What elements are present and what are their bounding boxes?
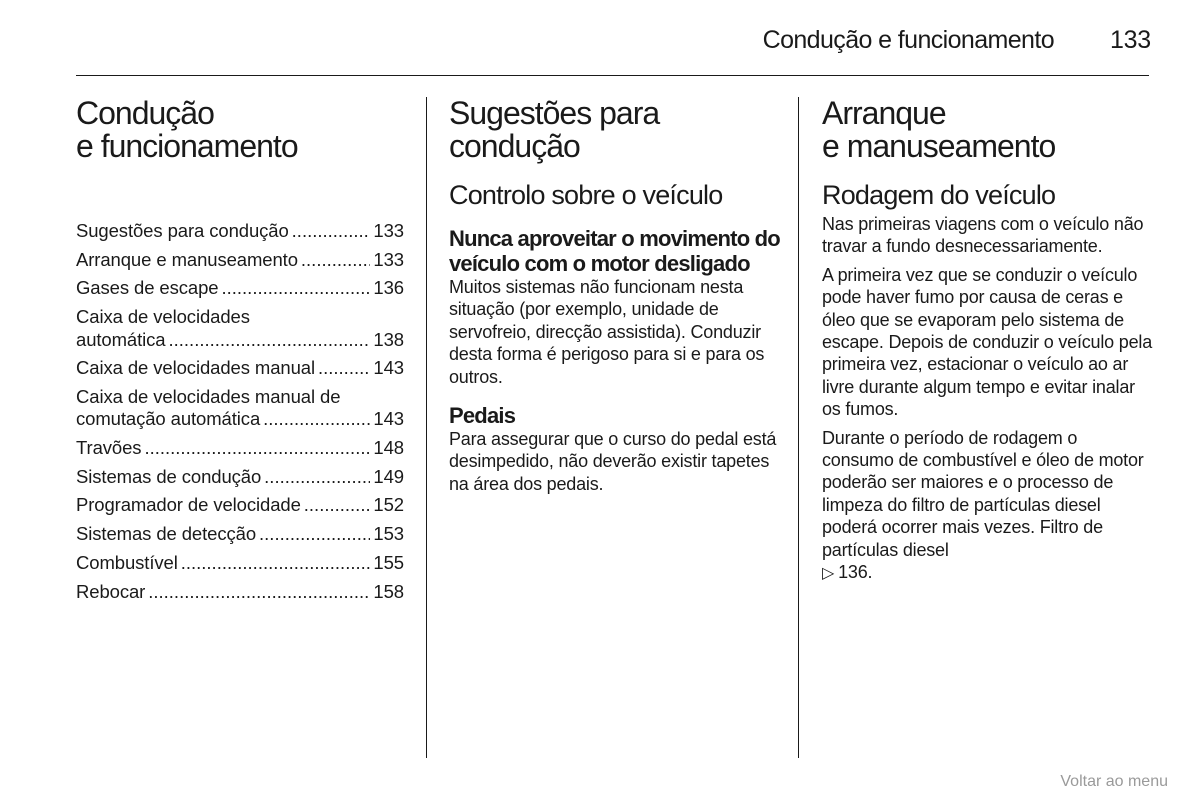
- section-title-line2: e manuseamento: [822, 128, 1056, 164]
- toc-item-label: automática: [76, 328, 166, 350]
- toc-item-page: 148: [373, 437, 404, 459]
- topic-body: Muitos sistemas não funcionam nesta situação (por exemplo, unidade de servofreio, direcção assistida). Conduzir desta forma é perigoso para si e para os outros.: [449, 277, 765, 387]
- toc-item[interactable]: [76, 357, 404, 379]
- column-driving-tips: [449, 97, 781, 495]
- toc-item-page: 143: [373, 357, 404, 379]
- toc-item-label-line1: Caixa de velocidades: [76, 306, 250, 328]
- toc-item-label-line1: Caixa de velocidades manual de: [76, 385, 341, 407]
- toc-item-page: 158: [373, 580, 404, 602]
- chapter-title: [76, 97, 404, 163]
- column-starting-handling: [822, 97, 1152, 586]
- toc-item-page: 149: [373, 465, 404, 487]
- subsection-title: Controlo sobre o veículo: [449, 180, 723, 210]
- paragraph-text: Durante o período de rodagem o consumo de combustível e óleo de motor poderão ser maiores e o processo de limpeza do filtro de partículas diesel poderá ocorrer mais vezes. Filtro de partículas diesel: [822, 427, 1144, 560]
- section-title-line2: condução: [449, 128, 580, 164]
- column-divider: [798, 97, 799, 758]
- toc-item-label: Sistemas de detecção: [76, 523, 257, 545]
- paragraph: Nas primeiras viagens com o veículo não travar a fundo desnecessariamente.: [822, 214, 1144, 257]
- toc-item-page: 133: [373, 220, 404, 241]
- toc-item-page: 133: [373, 248, 404, 270]
- toc-item-label: Arranque e manuseamento: [76, 248, 298, 270]
- toc-item-label: Gases de escape: [76, 277, 219, 299]
- topic-title: Nunca aproveitar o movimento do veículo com o motor desligado: [449, 226, 780, 276]
- toc-item[interactable]: [76, 437, 404, 459]
- toc-item-label: Sistemas de condução: [76, 465, 262, 487]
- page-number: 133: [1110, 26, 1151, 54]
- back-to-menu-link[interactable]: Voltar ao menu: [1060, 773, 1168, 790]
- section-title-line1: Arranque: [822, 95, 946, 131]
- toc-item-page: 155: [373, 551, 404, 573]
- toc-item-label: Travões: [76, 437, 142, 459]
- page-reference[interactable]: 136.: [838, 562, 873, 583]
- toc-item[interactable]: [76, 494, 404, 516]
- toc-item[interactable]: [76, 581, 404, 603]
- header-title: Condução e funcionamento: [762, 26, 1054, 54]
- chapter-title-line2: e funcionamento: [76, 128, 298, 164]
- toc-item[interactable]: [76, 523, 404, 545]
- column-divider: [426, 97, 427, 758]
- topic-title: Pedais: [449, 403, 516, 429]
- section-title-line1: Sugestões para: [449, 95, 660, 131]
- toc-item-page: 153: [373, 523, 404, 545]
- header-rule: [76, 75, 1149, 76]
- topic-body: Para assegurar que o curso do pedal está desimpedido, não deverão existir tapetes na área dos pedais.: [449, 429, 777, 494]
- toc-item-page: 152: [373, 494, 404, 516]
- toc-item-label: Caixa de velocidades manual: [76, 357, 315, 379]
- toc-item-page: 136: [373, 277, 404, 299]
- section-title: [822, 97, 1152, 163]
- table-of-contents: [76, 220, 404, 603]
- toc-item-label: Programador de velocidade: [76, 494, 301, 516]
- toc-item[interactable]: [76, 386, 404, 431]
- toc-item[interactable]: [76, 277, 404, 299]
- toc-item[interactable]: [76, 466, 404, 488]
- chapter-title-line1: Condução: [76, 95, 214, 131]
- toc-item[interactable]: [76, 249, 404, 271]
- reference-arrow-icon: ▷: [822, 565, 835, 583]
- toc-item[interactable]: [76, 220, 404, 242]
- toc-item-page: 138: [373, 328, 404, 350]
- toc-item-page: 143: [373, 408, 404, 430]
- paragraph: [822, 427, 1152, 586]
- toc-item[interactable]: [76, 306, 404, 351]
- subsection-title: Rodagem do veículo: [822, 180, 1056, 210]
- toc-item-label: Combustível: [76, 551, 178, 573]
- toc-item[interactable]: [76, 552, 404, 574]
- toc-item-label: comutação automática: [76, 408, 261, 430]
- paragraph: A primeira vez que se conduzir o veículo pode haver fumo por causa de ceras e óleo que se evaporam pelo sistema de escape. Depois de conduzir o veículo pela primeira vez, estacionar o veículo ao ar livre durante algum tempo e evitar inalar os fumos.: [822, 264, 1153, 420]
- column-chapter-toc: [76, 97, 404, 609]
- toc-item-label: Rebocar: [76, 580, 146, 602]
- section-title: [449, 97, 781, 163]
- toc-item-label: Sugestões para condução: [76, 220, 289, 241]
